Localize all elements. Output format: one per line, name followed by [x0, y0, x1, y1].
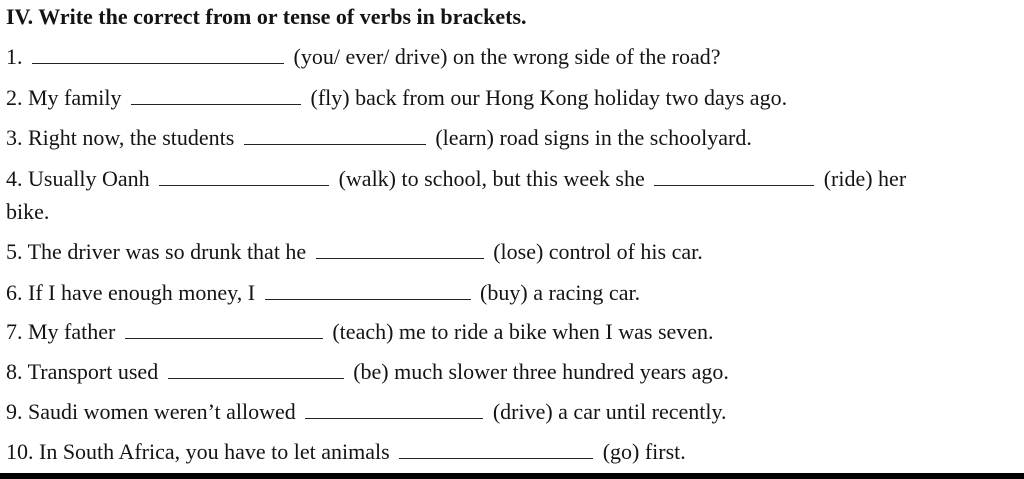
answer-blank-3[interactable] — [244, 126, 426, 145]
exercise-item-3 — [6, 124, 752, 152]
item-number: 6. — [6, 280, 23, 305]
exercise-item-1 — [6, 43, 721, 71]
answer-blank-2[interactable] — [131, 86, 301, 105]
item-verb-prompt: (drive) a car until recently. — [492, 399, 727, 424]
item-text: Usually Oanh — [28, 166, 150, 191]
item-text: Right now, the students — [28, 125, 235, 150]
exercise-heading: IV. Write the correct from or tense of verbs in brackets. — [6, 4, 527, 29]
exercise-item-7 — [6, 318, 714, 346]
answer-blank-6[interactable] — [265, 281, 471, 300]
item-text: My family — [28, 85, 122, 110]
exercise-item-9 — [6, 398, 727, 426]
item-text: My father — [28, 319, 116, 344]
exercise-item-5 — [6, 238, 703, 266]
item-text: If I have enough money, I — [28, 280, 256, 305]
item-verb-prompt: (teach) me to ride a bike when I was seven. — [332, 319, 714, 344]
exercise-item-2 — [6, 84, 787, 112]
item-number: 4. — [6, 166, 23, 191]
item-text: Saudi women weren’t allowed — [28, 399, 296, 424]
item-text: Transport used — [27, 359, 159, 384]
item-verb-prompt: (walk) to school, but this week she — [338, 166, 645, 191]
answer-blank-4b[interactable] — [654, 167, 814, 186]
answer-blank-4a[interactable] — [159, 167, 329, 186]
answer-blank-1[interactable] — [32, 45, 284, 64]
item-verb-prompt: (lose) control of his car. — [493, 239, 703, 264]
item-number: 7. — [6, 319, 23, 344]
item-number: 1. — [6, 44, 23, 69]
answer-blank-10[interactable] — [399, 440, 593, 459]
item-verb-prompt: (learn) road signs in the schoolyard. — [435, 125, 752, 150]
item-verb-prompt: (be) much slower three hundred years ago. — [353, 359, 729, 384]
item-text: The driver was so drunk that he — [27, 239, 307, 264]
item-number: 9. — [6, 399, 23, 424]
answer-blank-5[interactable] — [316, 240, 484, 259]
answer-blank-7[interactable] — [125, 320, 323, 339]
item-verb-prompt: (go) first. — [602, 439, 686, 464]
item-number: 3. — [6, 125, 23, 150]
answer-blank-8[interactable] — [168, 360, 344, 379]
exercise-item-6 — [6, 279, 640, 307]
item-number: 2. — [6, 85, 23, 110]
bottom-border — [0, 473, 1024, 479]
exercise-item-4 — [6, 165, 1010, 193]
item-continuation: bike. — [6, 199, 50, 224]
answer-blank-9[interactable] — [305, 400, 483, 419]
exercise-item-8 — [6, 358, 729, 386]
item-number: 10. — [6, 439, 34, 464]
item-number: 5. — [6, 239, 23, 264]
item-verb-prompt: (buy) a racing car. — [480, 280, 641, 305]
item-verb-prompt-2: (ride) her — [823, 166, 907, 191]
exercise-item-10 — [6, 438, 686, 466]
exercise-item-4-continuation — [6, 198, 49, 226]
item-verb-prompt: (fly) back from our Hong Kong holiday two days ago. — [310, 85, 788, 110]
item-number: 8. — [6, 359, 23, 384]
item-verb-prompt: (you/ ever/ drive) on the wrong side of the road? — [293, 44, 721, 69]
item-text: In South Africa, you have to let animals — [39, 439, 390, 464]
